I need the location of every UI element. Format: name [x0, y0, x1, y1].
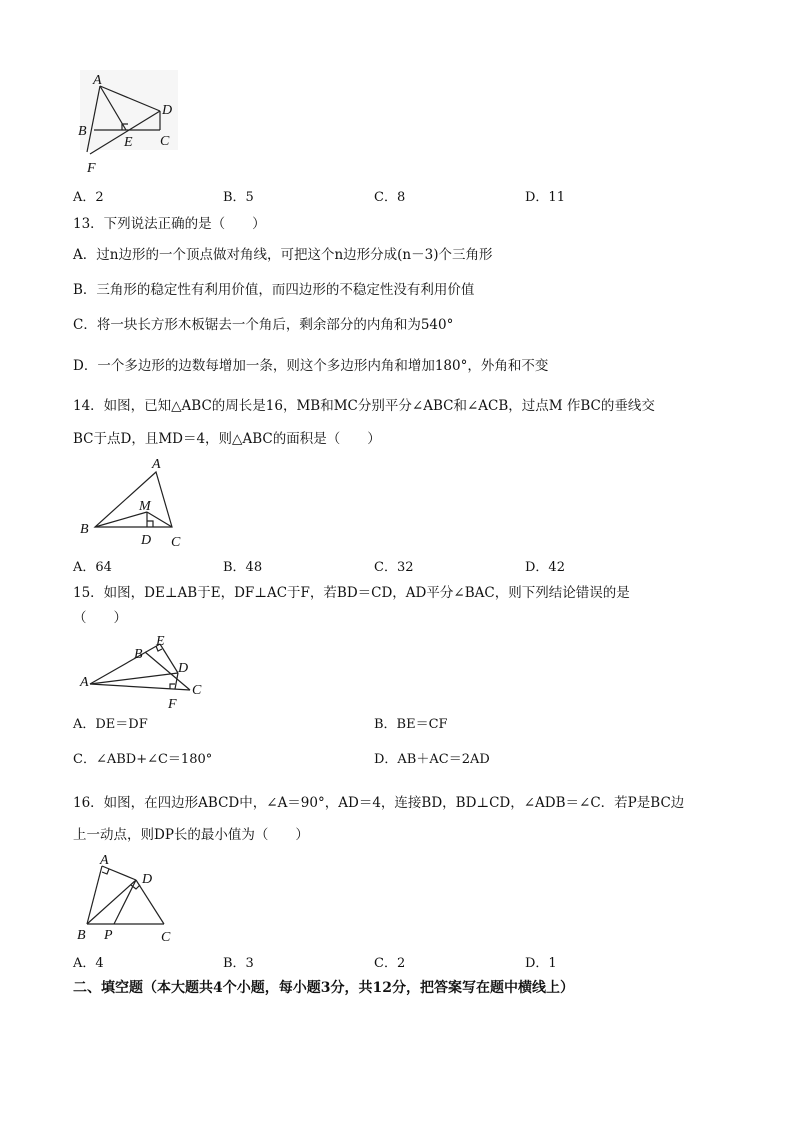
- section2-heading: 二、填空题（本大题共4个小题，每小题3分，共12分，把答案写在题中横线上）: [73, 980, 574, 996]
- q12-label-A: A: [93, 73, 102, 88]
- q15-option-c[interactable]: C．∠ABD+∠C＝180°: [73, 752, 213, 767]
- q16-label-C: C: [161, 930, 171, 945]
- q14-label-M: M: [139, 499, 151, 514]
- q14-label-D: D: [141, 533, 152, 548]
- q12-option-b[interactable]: B．5: [223, 190, 254, 205]
- q16-stem-line1: 16．如图，在四边形ABCD中，∠A＝90°，AD＝4，连接BD，BD⊥CD，∠ADB＝∠C．若P是BC边: [73, 795, 685, 811]
- q15-option-a[interactable]: A．DE＝DF: [73, 717, 148, 732]
- q16-label-P: P: [104, 928, 113, 943]
- q12-label-F: F: [87, 161, 96, 176]
- q14-label-B: B: [80, 522, 89, 537]
- q14-option-b[interactable]: B．48: [223, 560, 263, 575]
- q15-figure: [76, 632, 208, 716]
- q13-option-b[interactable]: B．三角形的稳定性有利用价值，而四边形的不稳定性没有利用价值: [73, 282, 475, 298]
- q12-option-d[interactable]: D．11: [525, 190, 565, 205]
- q14-label-A: A: [152, 457, 161, 472]
- q12-option-c[interactable]: C．8: [374, 190, 406, 205]
- q14-stem-line2: BC于点D，且MD＝4，则△ABC的面积是（ ）: [73, 431, 381, 447]
- q16-option-c[interactable]: C．2: [374, 956, 406, 971]
- q12-label-B: B: [78, 124, 87, 139]
- q15-label-C: C: [192, 683, 202, 698]
- q16-option-a[interactable]: A．4: [73, 956, 104, 971]
- q12-label-C: C: [160, 134, 170, 149]
- q14-stem-line1: 14．如图，已知△ABC的周长是16，MB和MC分别平分∠ABC和∠ACB，过点M 作BC的垂线交: [73, 398, 655, 414]
- q15-label-B: B: [134, 647, 143, 662]
- q13-option-a[interactable]: A．过n边形的一个顶点做对角线，可把这个n边形分成(n－3)个三角形: [73, 247, 493, 263]
- q12-label-D: D: [162, 103, 173, 118]
- q16-label-D: D: [142, 872, 153, 887]
- q14-option-a[interactable]: A．64: [73, 560, 112, 575]
- q13-stem: 13．下列说法正确的是（ ）: [73, 216, 266, 232]
- q15-label-E: E: [156, 634, 165, 649]
- q15-label-A: A: [80, 675, 89, 690]
- q14-option-d[interactable]: D．42: [525, 560, 565, 575]
- q15-stem-line2: （ ）: [73, 610, 127, 626]
- q15-label-F: F: [168, 697, 177, 712]
- q15-stem-line1: 15．如图，DE⊥AB于E，DF⊥AC于F，若BD＝CD，AD平分∠BAC，则下列结论错误的是: [73, 585, 630, 601]
- q13-option-c[interactable]: C．将一块长方形木板锯去一个角后，剩余部分的内角和为540°: [73, 317, 454, 333]
- q16-figure: [72, 850, 192, 950]
- q12-figure: [72, 68, 182, 178]
- q14-label-C: C: [171, 535, 181, 550]
- q12-label-E: E: [124, 135, 133, 150]
- q16-option-b[interactable]: B．3: [223, 956, 254, 971]
- q14-figure: [76, 454, 192, 550]
- q16-option-d[interactable]: D．1: [525, 956, 557, 971]
- q15-label-D: D: [178, 661, 189, 676]
- q15-option-d[interactable]: D．AB＋AC＝2AD: [374, 752, 490, 767]
- q16-stem-line2: 上一动点，则DP长的最小值为（ ）: [73, 827, 309, 843]
- q15-option-b[interactable]: B．BE＝CF: [374, 717, 448, 732]
- q13-option-d[interactable]: D．一个多边形的边数每增加一条，则这个多边形内角和增加180°，外角和不变: [73, 358, 549, 374]
- q16-label-B: B: [77, 928, 86, 943]
- q16-label-A: A: [100, 853, 109, 868]
- q14-option-c[interactable]: C．32: [374, 560, 414, 575]
- q12-option-a[interactable]: A．2: [73, 190, 104, 205]
